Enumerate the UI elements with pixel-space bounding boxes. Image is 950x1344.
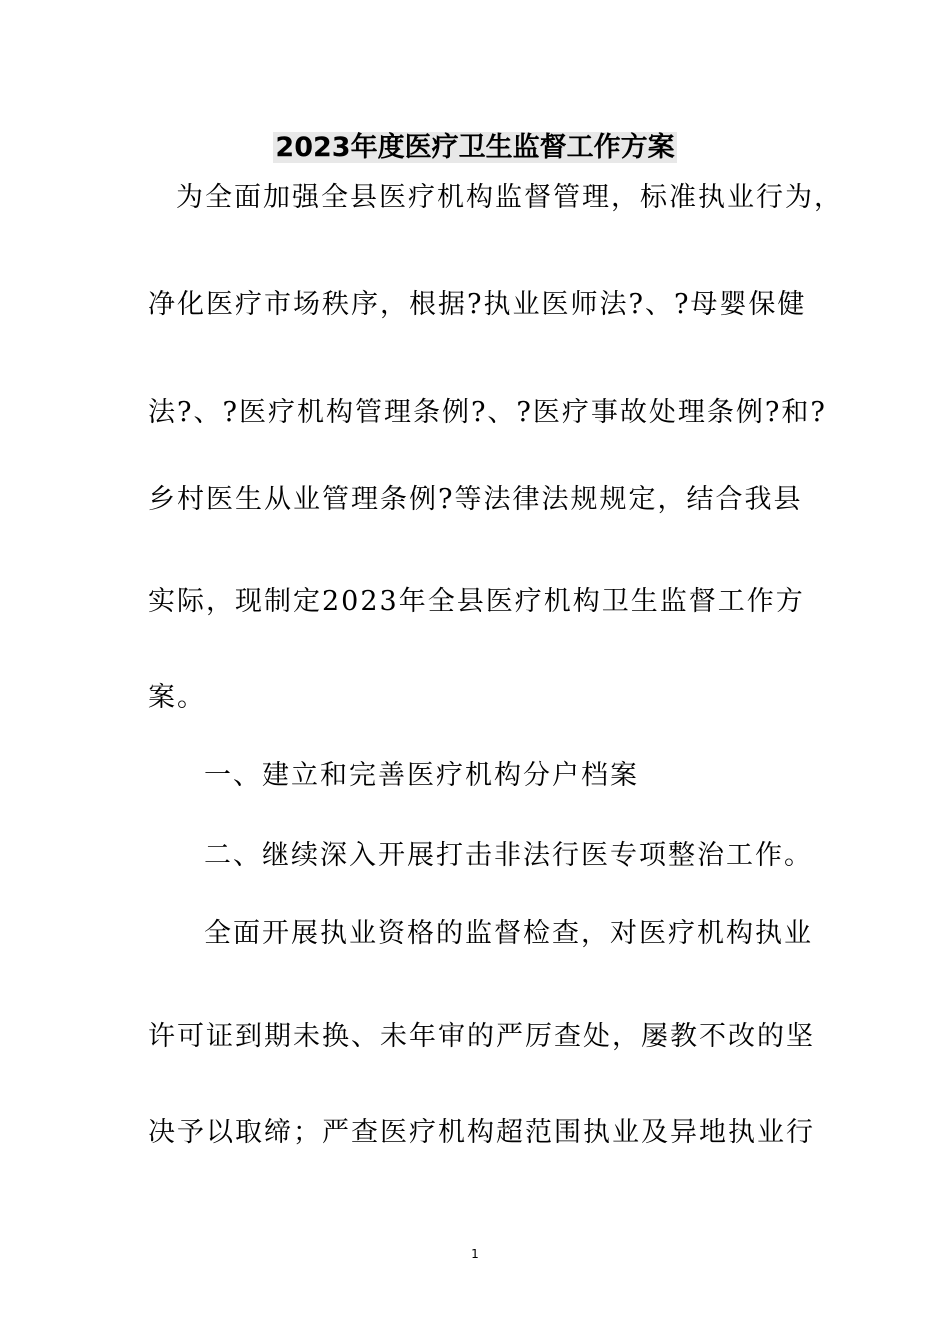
paragraph-line: 实际，现制定2023年全县医疗机构卫生监督工作方: [148, 586, 805, 617]
paragraph-line: 法?、?医疗机构管理条例?、?医疗事故处理条例?和?: [148, 397, 827, 428]
paragraph-line: 许可证到期未换、未年审的严厉查处，屡教不改的坚: [148, 1021, 815, 1052]
paragraph-line: 乡村医生从业管理条例?等法律法规规定，结合我县: [148, 484, 803, 515]
paragraph-line: 案。: [148, 682, 206, 713]
section-heading-1: 一、建立和完善医疗机构分户档案: [204, 760, 639, 791]
paragraph-line: 决予以取缔；严查医疗机构超范围执业及异地执业行: [148, 1117, 815, 1148]
page-number: 1: [471, 1247, 479, 1261]
paragraph-line: 净化医疗市场秩序，根据?执业医师法?、?母婴保健: [148, 289, 807, 320]
paragraph-line: 为全面加强全县医疗机构监督管理，标准执业行为，: [176, 182, 843, 213]
paragraph-line: 全面开展执业资格的监督检查，对医疗机构执业: [204, 918, 813, 949]
document-title: 2023年度医疗卫生监督工作方案: [275, 132, 675, 163]
section-heading-2: 二、继续深入开展打击非法行医专项整治工作。: [204, 840, 813, 871]
